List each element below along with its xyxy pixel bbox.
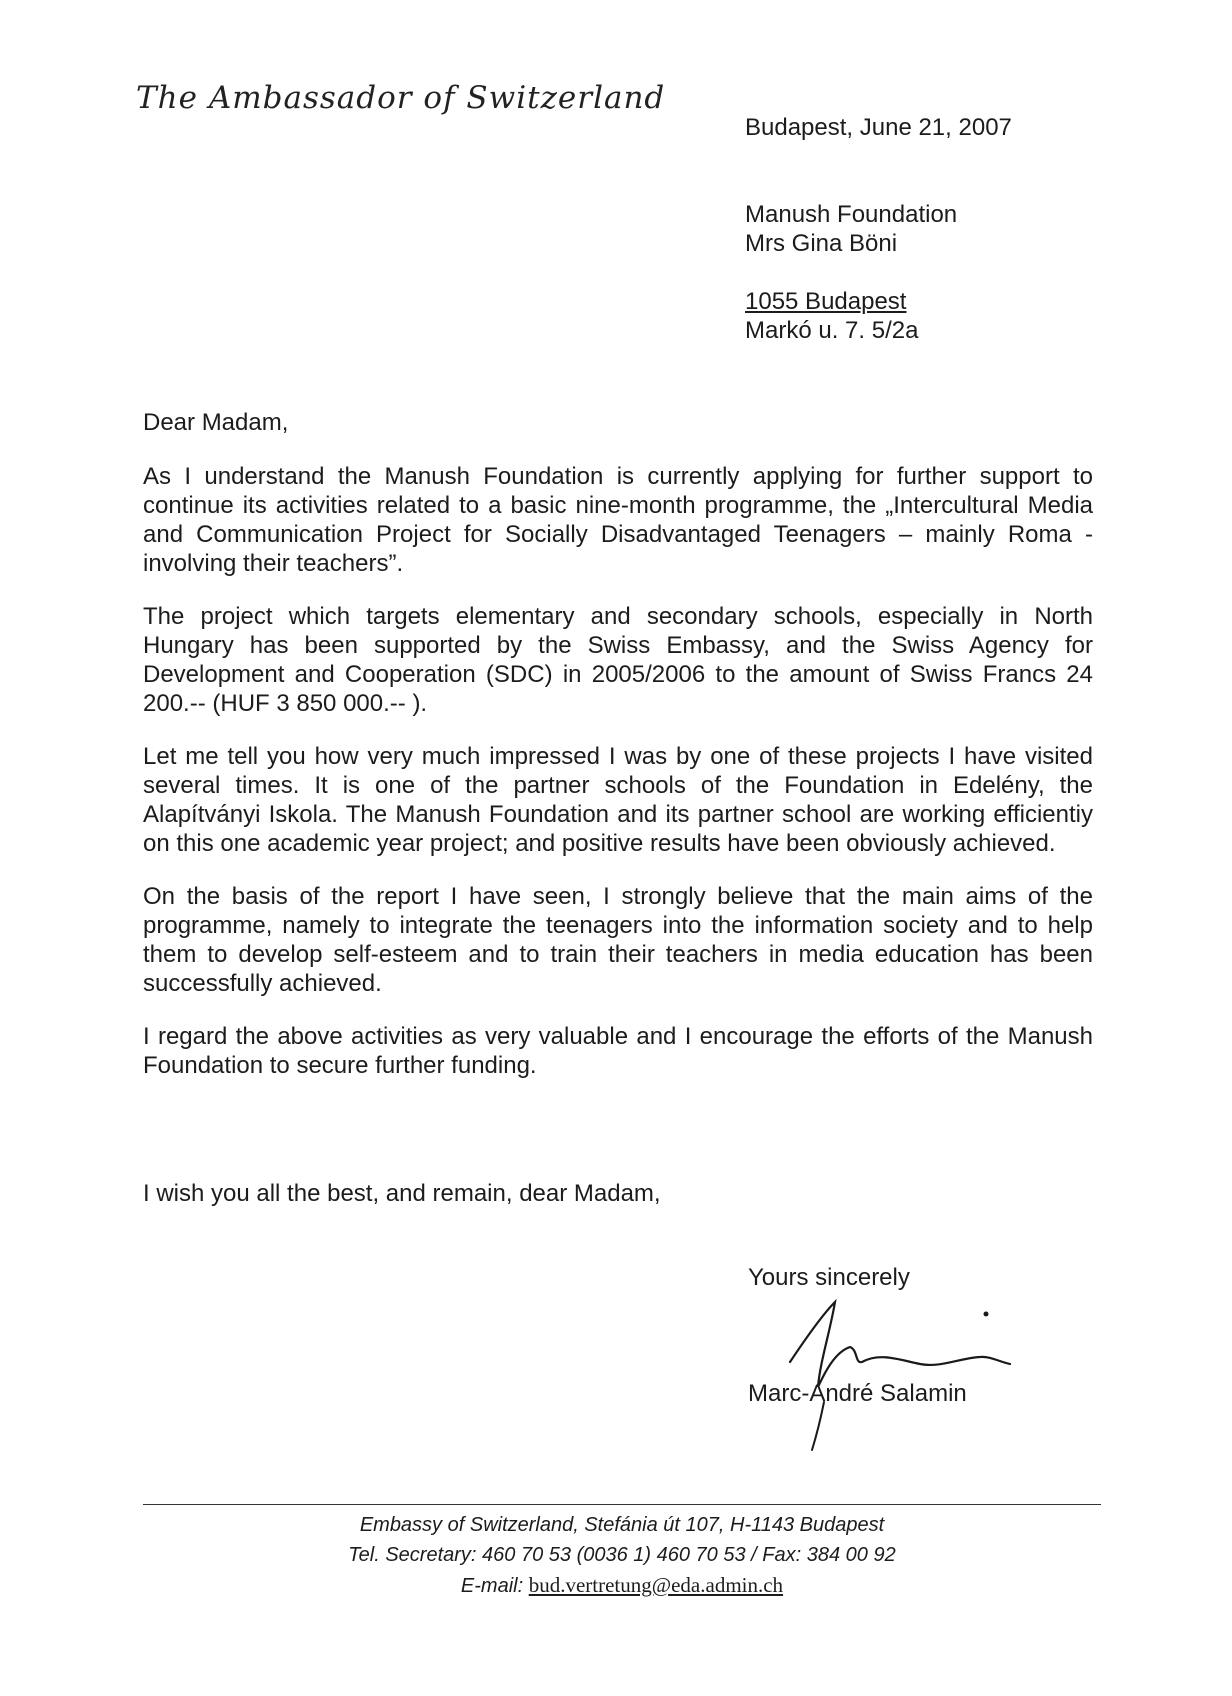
recipient-name: Mrs Gina Böni — [745, 230, 898, 257]
email-address: bud.vertretung@eda.admin.ch — [528, 1573, 784, 1597]
closing-line: I wish you all the best, and remain, dear Madam, — [143, 1180, 661, 1207]
recipient-address — [745, 200, 957, 345]
letter-footer — [143, 1510, 1101, 1601]
embassy-phone: Tel. Secretary: 460 70 53 (0036 1) 460 70 53 / Fax: 384 00 92 — [348, 1544, 896, 1566]
letterhead: The Ambassador of Switzerland — [136, 80, 666, 116]
paragraph: On the basis of the report I have seen, I strongly believe that the main aims of the programme, namely to integrate the teenagers into the information society and to help them to develop self-esteem and to train their teachers in media education has been successfully achieved. — [143, 883, 1093, 997]
paragraph: I regard the above activities as very valuable and I encourage the efforts of the Manush Foundation to secure further funding. — [143, 1023, 1093, 1079]
embassy-address: Embassy of Switzerland, Stefánia út 107, H-1143 Budapest — [359, 1514, 885, 1536]
paragraph: The project which targets elementary and secondary schools, especially in North Hungary has been supported by the Swiss Embassy, and the Swiss Agency for Development and Cooperation (SDC) in 2005/2006 to the amount of Swiss Francs 24 200.-- (HUF 3 850 000.-- ). — [143, 603, 1093, 717]
handwritten-signature — [780, 1292, 1080, 1452]
embassy-email-line — [143, 1570, 1101, 1601]
recipient-city: 1055 Budapest — [745, 288, 907, 315]
address-spacer — [745, 258, 957, 287]
complimentary-close: Yours sincerely — [748, 1264, 910, 1291]
paragraph: As I understand the Manush Foundation is currently applying for further support to continue its activities related to a basic nine-month programme, the „Intercultural Media and Communication Project for Socially Disadvantaged Teenagers – mainly Roma - involving their teachers”. — [143, 463, 1093, 577]
recipient-organization: Manush Foundation — [745, 201, 958, 228]
signer-name: Marc-André Salamin — [748, 1380, 967, 1407]
recipient-street: Markó u. 7. 5/2a — [745, 317, 919, 344]
footer-divider — [143, 1504, 1101, 1505]
salutation: Dear Madam, — [143, 409, 289, 436]
letter-date: Budapest, June 21, 2007 — [745, 114, 1012, 141]
email-label: E-mail: — [460, 1575, 524, 1597]
paragraph: Let me tell you how very much impressed I was by one of these projects I have visited several times. It is one of the partner schools of the Foundation in Edelény, the Alapítványi Iskola. The Manush Foundation and its partner school are working efficientiy on this one academic year project; and positive results have been obviously achieved. — [143, 743, 1093, 857]
letter-body — [143, 408, 1093, 1104]
